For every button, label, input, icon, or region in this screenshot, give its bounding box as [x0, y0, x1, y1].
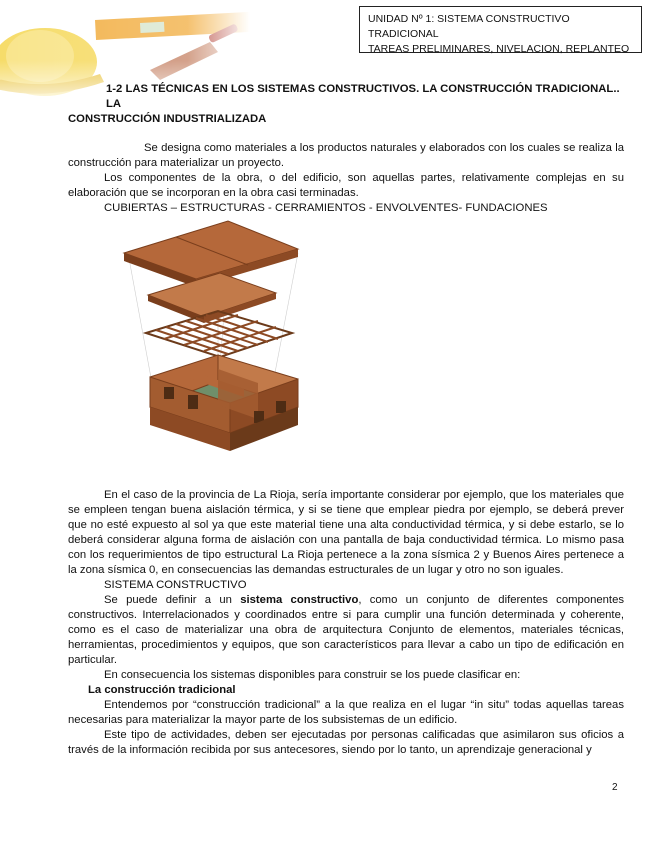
document-body — [68, 82, 624, 758]
header-line-2: TAREAS PRELIMINARES, NIVELACION, REPLANTEO — [368, 43, 630, 55]
section-title-line-1: 1-2 LAS TÉCNICAS EN LOS SISTEMAS CONSTRUCTIVOS. LA CONSTRUCCIÓN TRADICIONAL.. LA — [106, 83, 620, 110]
sistema-constructivo-heading: SISTEMA CONSTRUCTIVO — [104, 579, 247, 591]
paragraph-classification: En consecuencia los sistemas disponibles para construir se los puede clasificar en: — [104, 669, 521, 681]
unit-header-box — [359, 6, 642, 53]
paragraph-sistema-definition: Se puede definir a un sistema constructivo, como un conjunto de diferentes componentes constructivos. Interrelacionados y coordinados entre si para cumplir una función determinada y coherente, como es el caso de materializar una obra de arquitectura Conjunto de elementos, materiales técnicas, herramientas, procedimientos y equipos, que son característicos para llevar a cabo un tipo de edificación en particular. — [68, 594, 624, 666]
paragraph-oficios: Este tipo de actividades, deben ser ejecutadas por personas calificadas que asimilaron sus oficios a través de la información recibida por sus antecesores, siendo por lo tanto, un aprendizaje generacional y — [68, 729, 624, 756]
section-title — [68, 82, 624, 127]
paragraph-materials: Se designa como materiales a los productos naturales y elaborados con los cuales se realiza la construcción para materializar un proyecto. — [68, 142, 624, 169]
page-number: 2 — [612, 782, 618, 793]
header-line-1: UNIDAD Nº 1: SISTEMA CONSTRUCTIVO TRADICIONAL — [368, 13, 570, 40]
paragraph-la-rioja: En el caso de la provincia de La Rioja, sería importante considerar por ejemplo, que los materiales que se empleen tengan buena aislación térmica, y si se tiene que emplear piedra por ejemplo, se deberá prever que no esté expuesto al sol ya que este material tiene una alta conductividad térmica, y si debe estarlo, se lo deberá considerar alguna forma de aislación con una pantalla de baja conductividad térmica. Lo mismo pasa con los requerimientos de tipo estructural La Rioja pertenece a la zona sísmica 2 y Buenos Aires pertenece a la zona sísmica 0, en consecuencias las demandas estructurales de un lugar y otro no son iguales. — [68, 489, 624, 576]
paragraph-tradicional-definition: Entendemos por “construcción tradicional” a la que realiza en el lugar “in situ” todas aquellas tareas necesarias para materializar la mayor parte de los subsistemas de un edificio. — [68, 699, 624, 726]
components-list: CUBIERTAS – ESTRUCTURAS - CERRAMIENTOS - ENVOLVENTES- FUNDACIONES — [104, 202, 548, 214]
sistema-constructivo-term: sistema constructivo — [240, 594, 359, 606]
section-title-line-2: CONSTRUCCIÓN INDUSTRIALIZADA — [68, 113, 267, 125]
exploded-house-illustration — [68, 219, 624, 477]
roof-structure-layer — [148, 273, 276, 323]
construccion-tradicional-heading: La construcción tradicional — [88, 684, 236, 696]
paragraph-components: Los componentes de la obra, o del edificio, son aquellas partes, relativamente complejas en su elaboración que se incorporan en la obra casi terminadas. — [68, 172, 624, 199]
